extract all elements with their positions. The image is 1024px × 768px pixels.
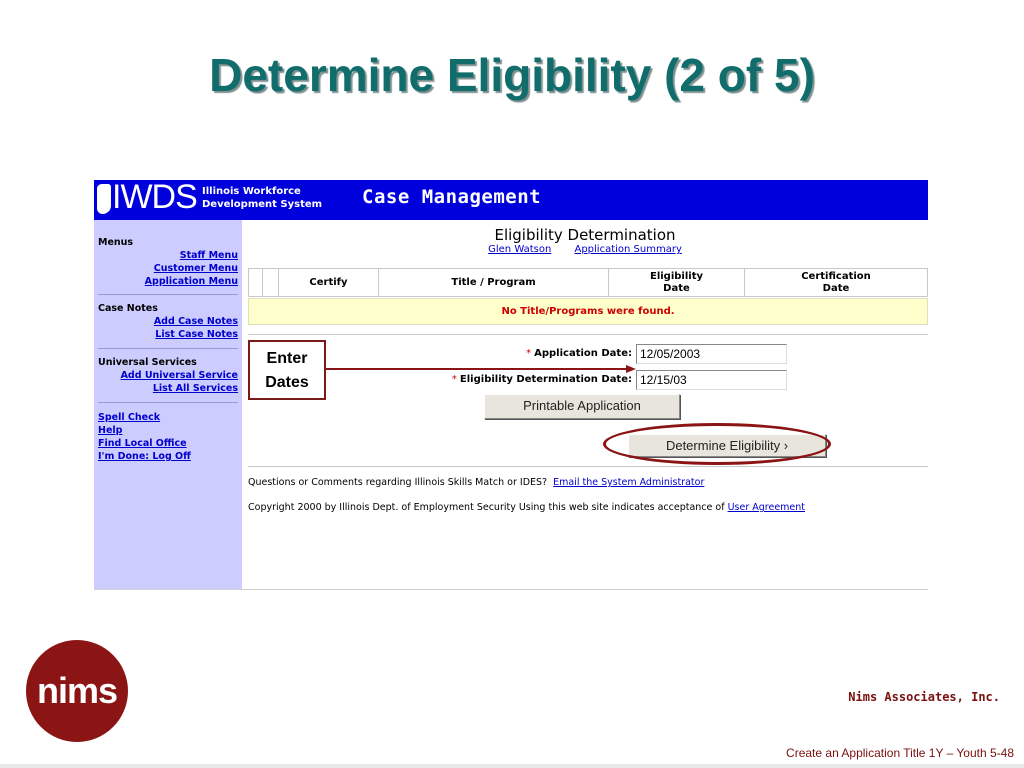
list-case-notes-link[interactable]: List Case Notes <box>155 329 238 340</box>
questions-line <box>248 477 704 488</box>
case-notes-group <box>98 302 238 341</box>
browser-screenshot <box>94 180 928 590</box>
program-table-header <box>248 268 928 297</box>
log-off-link[interactable]: I'm Done: Log Off <box>98 451 191 462</box>
staff-menu-link[interactable]: Staff Menu <box>179 250 238 261</box>
callout-line-1: Enter <box>266 350 308 367</box>
sidebar-divider <box>98 402 238 403</box>
menus-group <box>98 236 238 288</box>
app-header <box>94 180 928 220</box>
label-text: Application Date: <box>534 348 632 359</box>
callout-line-2: Dates <box>265 374 309 391</box>
add-case-notes-link[interactable]: Add Case Notes <box>153 316 238 327</box>
header-title-program: Title / Program <box>379 269 609 296</box>
help-link[interactable]: Help <box>98 425 123 436</box>
application-date-input[interactable] <box>636 344 787 364</box>
company-name: Nims Associates, Inc. <box>848 690 1000 704</box>
slide-footer: Create an Application Title 1Y – Youth 5-48 <box>786 746 1014 760</box>
find-local-office-link[interactable]: Find Local Office <box>98 438 187 449</box>
header-certify: Certify <box>279 269 379 296</box>
illinois-state-icon <box>97 184 111 214</box>
customer-name-link[interactable]: Glen Watson <box>488 244 552 255</box>
divider <box>248 334 928 335</box>
sidebar-divider <box>98 348 238 349</box>
empty-table-message: No Title/Programs were found. <box>248 298 928 325</box>
enter-dates-callout <box>248 340 326 400</box>
required-marker: * <box>526 348 532 359</box>
copyright-line <box>248 502 805 513</box>
divider <box>248 466 928 467</box>
printable-application-button[interactable]: Printable Application <box>484 394 680 419</box>
case-notes-heading: Case Notes <box>98 303 158 314</box>
list-all-services-link[interactable]: List All Services <box>152 383 238 394</box>
nims-logo <box>26 640 128 742</box>
header-eligibility-date: Eligibility Date <box>609 269 745 296</box>
copyright-text: Copyright 2000 by Illinois Dept. of Employment Security Using this web site indicates acceptance of <box>248 502 725 513</box>
nims-logo-text: nims <box>36 670 118 711</box>
agency-line-1: Illinois Workforce <box>202 186 301 197</box>
questions-text: Questions or Comments regarding Illinois Skills Match or IDES? <box>248 477 548 488</box>
universal-services-heading: Universal Services <box>98 357 197 368</box>
callout-arrow-icon <box>326 360 646 384</box>
agency-name <box>202 185 322 211</box>
table-header-spacer <box>249 269 263 296</box>
logo-text: IWDS <box>112 180 197 216</box>
application-date-label <box>526 348 632 359</box>
table-header-spacer <box>263 269 279 296</box>
sidebar-divider <box>98 294 238 295</box>
email-admin-link[interactable]: Email the System Administrator <box>553 477 705 488</box>
eligibility-date-input[interactable] <box>636 370 787 390</box>
determine-eligibility-button[interactable]: Determine Eligibility › <box>628 434 826 457</box>
sidebar <box>94 220 242 590</box>
required-marker: * <box>451 374 457 385</box>
header-certification-date: Certification Date <box>801 270 871 294</box>
page-heading: Eligibility Determination <box>494 226 676 244</box>
label-text: Eligibility Determination Date: <box>459 374 632 385</box>
application-menu-link[interactable]: Application Menu <box>144 276 238 287</box>
main-content <box>242 220 928 590</box>
highlight-ellipse <box>603 423 831 465</box>
app-title: Case Management <box>362 186 542 208</box>
slide-title: Determine Eligibility (2 of 5) <box>209 49 815 101</box>
user-agreement-link[interactable]: User Agreement <box>727 502 806 513</box>
customer-menu-link[interactable]: Customer Menu <box>153 263 238 274</box>
page-links <box>242 244 928 255</box>
add-universal-service-link[interactable]: Add Universal Service <box>120 370 238 381</box>
spell-check-link[interactable]: Spell Check <box>98 412 161 423</box>
agency-line-2: Development System <box>202 199 323 210</box>
menus-heading: Menus <box>98 237 134 248</box>
misc-links-group <box>98 411 238 463</box>
application-summary-link[interactable]: Application Summary <box>574 244 682 255</box>
bottom-rule <box>0 764 1024 768</box>
universal-services-group <box>98 356 238 395</box>
